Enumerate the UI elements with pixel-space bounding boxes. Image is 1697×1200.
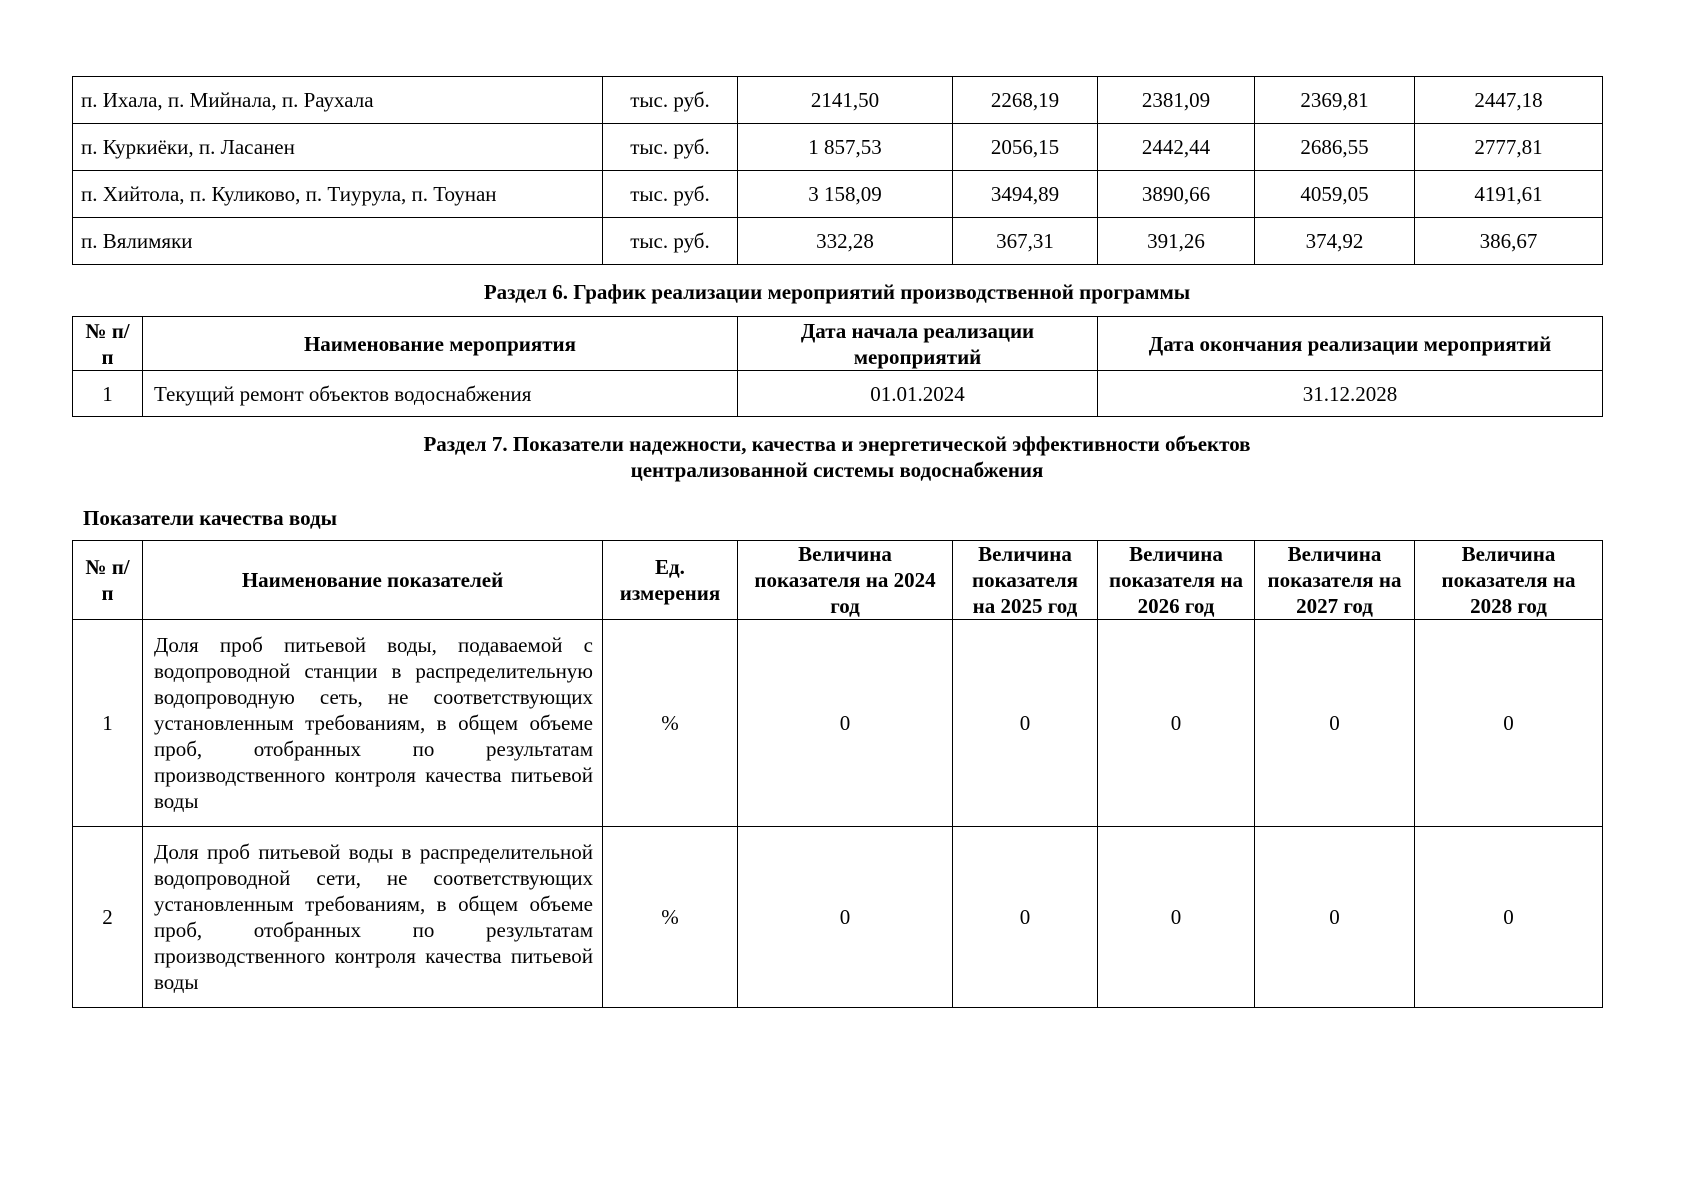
- schedule-row: [73, 371, 1603, 417]
- tariff-row-settlement: п. Хийтола, п. Куликово, п. Тиурула, п. Тоунан: [73, 171, 603, 218]
- quality-row-num: 2: [73, 827, 143, 1008]
- schedule-header-end: Дата окончания реализации мероприятий: [1098, 317, 1603, 371]
- quality-row-num: 1: [73, 620, 143, 827]
- tariff-row-value: 374,92: [1255, 218, 1415, 265]
- tariff-row-unit: тыс. руб.: [603, 171, 738, 218]
- quality-row-value: 0: [1255, 827, 1415, 1008]
- section-6-title: Раздел 6. График реализации мероприятий производственной программы: [483, 280, 1191, 304]
- quality-row-indicator: Доля проб питьевой воды, подаваемой с водопроводной станции в распределительную водопроводную сеть, не соответствующих установленным требованиям, в общем объеме проб, отобранных по результатам производственного контроля качества питьевой воды: [143, 620, 603, 827]
- tariff-row-unit: тыс. руб.: [603, 124, 738, 171]
- quality-header-2025: Величина показателя на 2025 год: [953, 541, 1098, 620]
- tariff-row: [73, 124, 1603, 171]
- tariff-row-settlement: п. Ихала, п. Мийнала, п. Раухала: [73, 77, 603, 124]
- schedule-header-row: [73, 317, 1603, 371]
- quality-row-indicator: Доля проб питьевой воды в распределительной водопроводной сети, не соответствующих установленным требованиям, в общем объеме проб, отобранных по результатам производственного контроля качества питьевой воды: [143, 827, 603, 1008]
- tariff-row: [73, 171, 1603, 218]
- schedule-row-num: 1: [73, 371, 143, 417]
- tariff-row-value: 4059,05: [1255, 171, 1415, 218]
- water-quality-table: [72, 540, 1603, 1008]
- tariff-row-value: 3 158,09: [738, 171, 953, 218]
- quality-header-row: [73, 541, 1603, 620]
- schedule-row-name: Текущий ремонт объектов водоснабжения: [143, 371, 738, 417]
- quality-row-value: 0: [738, 827, 953, 1008]
- tariff-row-settlement: п. Вялимяки: [73, 218, 603, 265]
- quality-row-value: 0: [1098, 620, 1255, 827]
- tariff-row-value: 2056,15: [953, 124, 1098, 171]
- quality-header-2027: Величина показателя на 2027 год: [1255, 541, 1415, 620]
- tariff-row-value: 2381,09: [1098, 77, 1255, 124]
- quality-row-unit: %: [603, 620, 738, 827]
- quality-header-name: Наименование показателей: [143, 541, 603, 620]
- section-7-title-line-2: централизованной системы водоснабжения: [630, 458, 1044, 482]
- water-quality-subtitle: Показатели качества воды: [83, 506, 337, 530]
- tariff-row: [73, 77, 1603, 124]
- tariff-row-value: 2442,44: [1098, 124, 1255, 171]
- tariff-row-value: 332,28: [738, 218, 953, 265]
- quality-header-2024: Величина показателя на 2024 год: [738, 541, 953, 620]
- tariff-row-value: 2777,81: [1415, 124, 1603, 171]
- quality-table-body: [73, 620, 1603, 1008]
- tariff-row-value: 2447,18: [1415, 77, 1603, 124]
- quality-row-value: 0: [1098, 827, 1255, 1008]
- quality-row-value: 0: [1415, 827, 1603, 1008]
- tariff-row-value: 2686,55: [1255, 124, 1415, 171]
- tariff-row-unit: тыс. руб.: [603, 77, 738, 124]
- quality-row: [73, 620, 1603, 827]
- quality-row-value: 0: [738, 620, 953, 827]
- tariff-row-value: 1 857,53: [738, 124, 953, 171]
- quality-row: [73, 827, 1603, 1008]
- tariff-row-value: 4191,61: [1415, 171, 1603, 218]
- schedule-header-start: Дата начала реализации мероприятий: [738, 317, 1098, 371]
- quality-row-value: 0: [1255, 620, 1415, 827]
- section-7-title-line-1: Раздел 7. Показатели надежности, качества и энергетической эффективности объектов: [423, 432, 1251, 456]
- tariff-row: [73, 218, 1603, 265]
- tariff-row-value: 367,31: [953, 218, 1098, 265]
- tariff-row-value: 3494,89: [953, 171, 1098, 218]
- schedule-header-num: № п/п: [73, 317, 143, 371]
- quality-row-value: 0: [953, 620, 1098, 827]
- tariff-row-value: 2369,81: [1255, 77, 1415, 124]
- tariff-table-body: [73, 77, 1603, 265]
- quality-row-value: 0: [1415, 620, 1603, 827]
- quality-header-num: № п/п: [73, 541, 143, 620]
- schedule-table: [72, 316, 1603, 417]
- schedule-row-start: 01.01.2024: [738, 371, 1098, 417]
- tariff-table: [72, 76, 1603, 265]
- tariff-row-value: 391,26: [1098, 218, 1255, 265]
- quality-header-2026: Величина показателя на 2026 год: [1098, 541, 1255, 620]
- quality-header-2028: Величина показателя на 2028 год: [1415, 541, 1603, 620]
- quality-row-unit: %: [603, 827, 738, 1008]
- schedule-row-end: 31.12.2028: [1098, 371, 1603, 417]
- tariff-row-value: 3890,66: [1098, 171, 1255, 218]
- quality-header-unit: Ед. измерения: [603, 541, 738, 620]
- tariff-row-value: 386,67: [1415, 218, 1603, 265]
- tariff-row-unit: тыс. руб.: [603, 218, 738, 265]
- tariff-row-value: 2268,19: [953, 77, 1098, 124]
- tariff-row-value: 2141,50: [738, 77, 953, 124]
- schedule-header-name: Наименование мероприятия: [143, 317, 738, 371]
- tariff-row-settlement: п. Куркиёки, п. Ласанен: [73, 124, 603, 171]
- quality-row-value: 0: [953, 827, 1098, 1008]
